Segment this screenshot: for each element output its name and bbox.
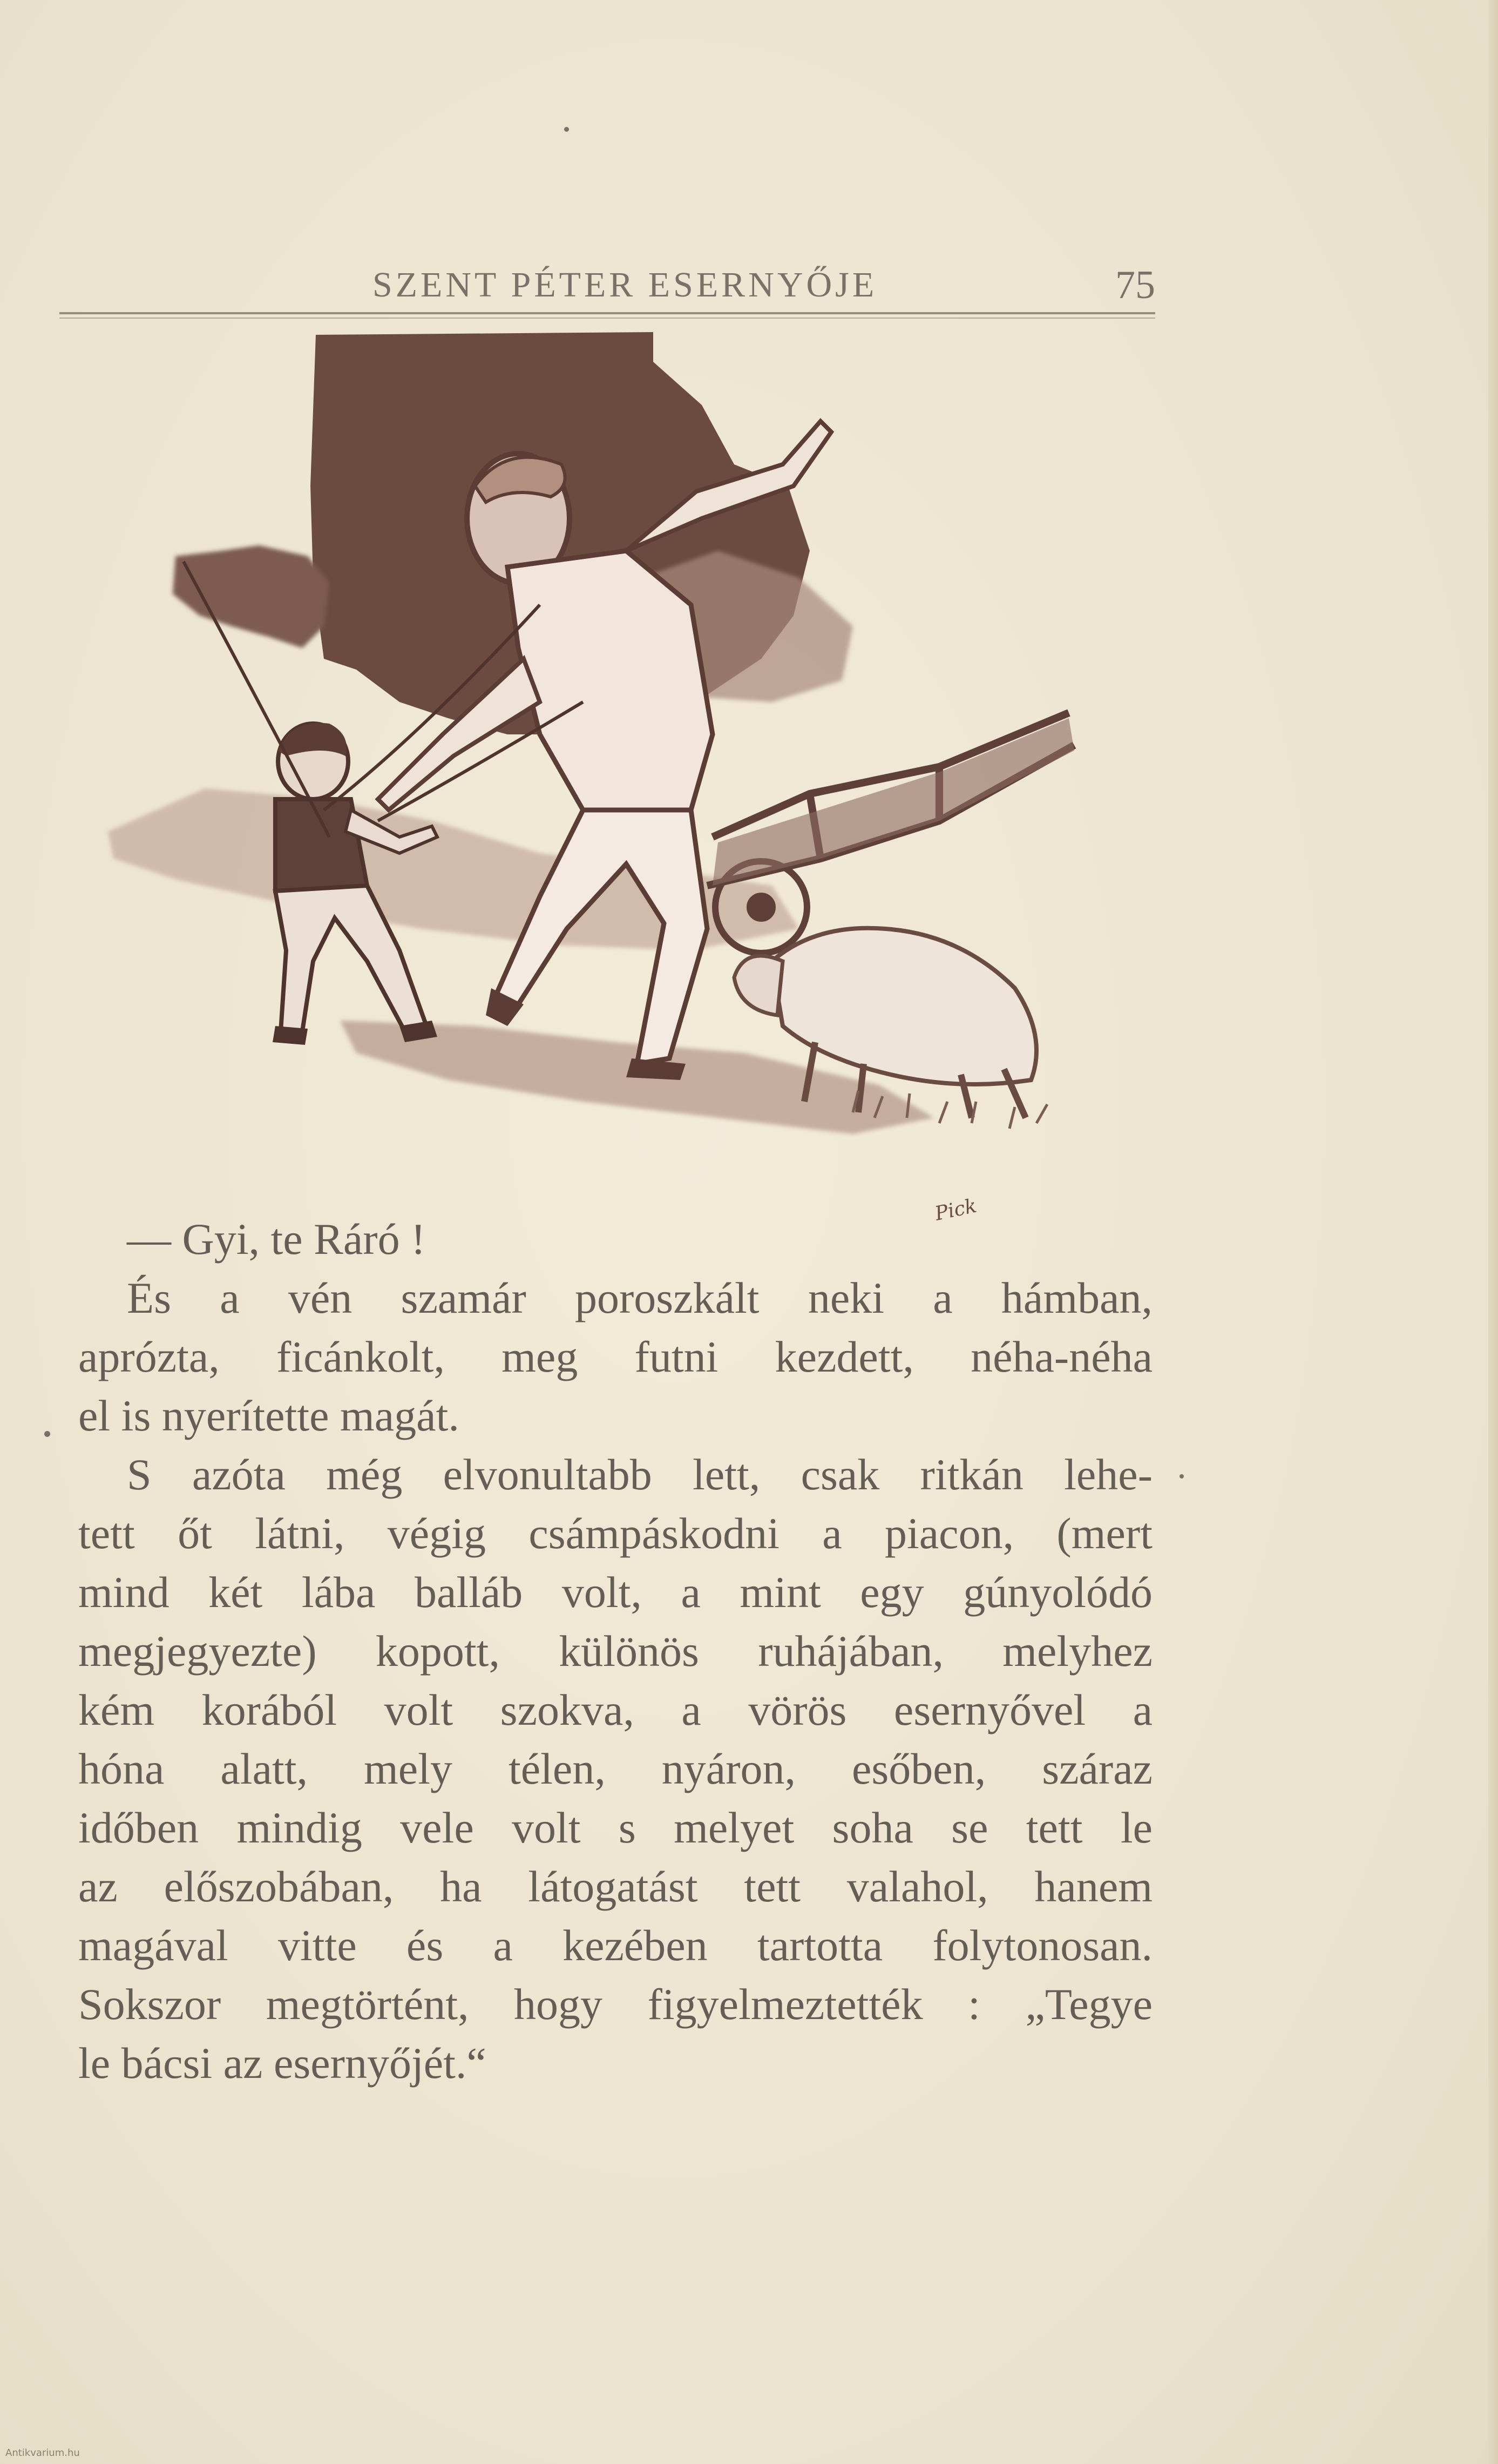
- text-line: időben mindig vele volt s melyet soha se tett le: [78, 1803, 1153, 1852]
- paper-speck: [1180, 1474, 1184, 1479]
- text-line: le bácsi az esernyőjét.“: [78, 2038, 486, 2088]
- header-rule: [59, 312, 1155, 314]
- wheelbarrow-body: [713, 718, 1074, 886]
- text-line: mind két lába balláb volt, a mint egy gúnyolódó: [78, 1568, 1153, 1617]
- text-line: — Gyi, te Ráró !: [127, 1214, 426, 1264]
- text-line: az előszobában, ha látogatást tett valahol, hanem: [78, 1862, 1153, 1911]
- boy-shoe-left: [273, 1026, 308, 1045]
- illustration: [97, 324, 1123, 1253]
- header-rule-thin: [59, 318, 1155, 319]
- text-line: hóna alatt, mely télen, nyáron, esőben, száraz: [78, 1744, 1153, 1793]
- page-number: 75: [1115, 263, 1155, 307]
- text-line: aprózta, ficánkolt, meg futni kezdett, néha-néha: [78, 1332, 1153, 1381]
- page-edge: [1488, 0, 1498, 2464]
- text-line: megjegyezte) kopott, különös ruhájában, melyhez: [78, 1626, 1153, 1676]
- body-text: [78, 1210, 1153, 2092]
- text-line: el is nyerítette magát.: [78, 1391, 459, 1440]
- text-line: tett őt látni, végig csámpáskodni a piacon, (mert: [78, 1509, 1153, 1558]
- text-line: Sokszor megtörtént, hogy figyelmeztették : „Tegye: [78, 1980, 1153, 2029]
- text-line: És a vén szamár poroszkált neki a hámban,: [127, 1273, 1153, 1322]
- running-head: [59, 254, 1155, 319]
- text-line: S azóta még elvonultabb lett, csak ritkán lehe-: [127, 1450, 1153, 1499]
- paper-speck: [564, 127, 569, 132]
- dark-wash-left: [173, 545, 329, 648]
- sheep-head: [734, 956, 783, 1015]
- text-line: magával vitte és a kezében tartotta folytonosan.: [78, 1921, 1153, 1970]
- text-line: kém korából volt szokva, a vörös esernyővel a: [78, 1685, 1153, 1734]
- paper-speck: [44, 1431, 50, 1437]
- illustrator-signature: Pick: [933, 1194, 979, 1225]
- running-title: SZENT PÉTER ESERNYŐJE: [372, 265, 878, 305]
- watermark: Antikvarium.hu: [5, 2447, 80, 2459]
